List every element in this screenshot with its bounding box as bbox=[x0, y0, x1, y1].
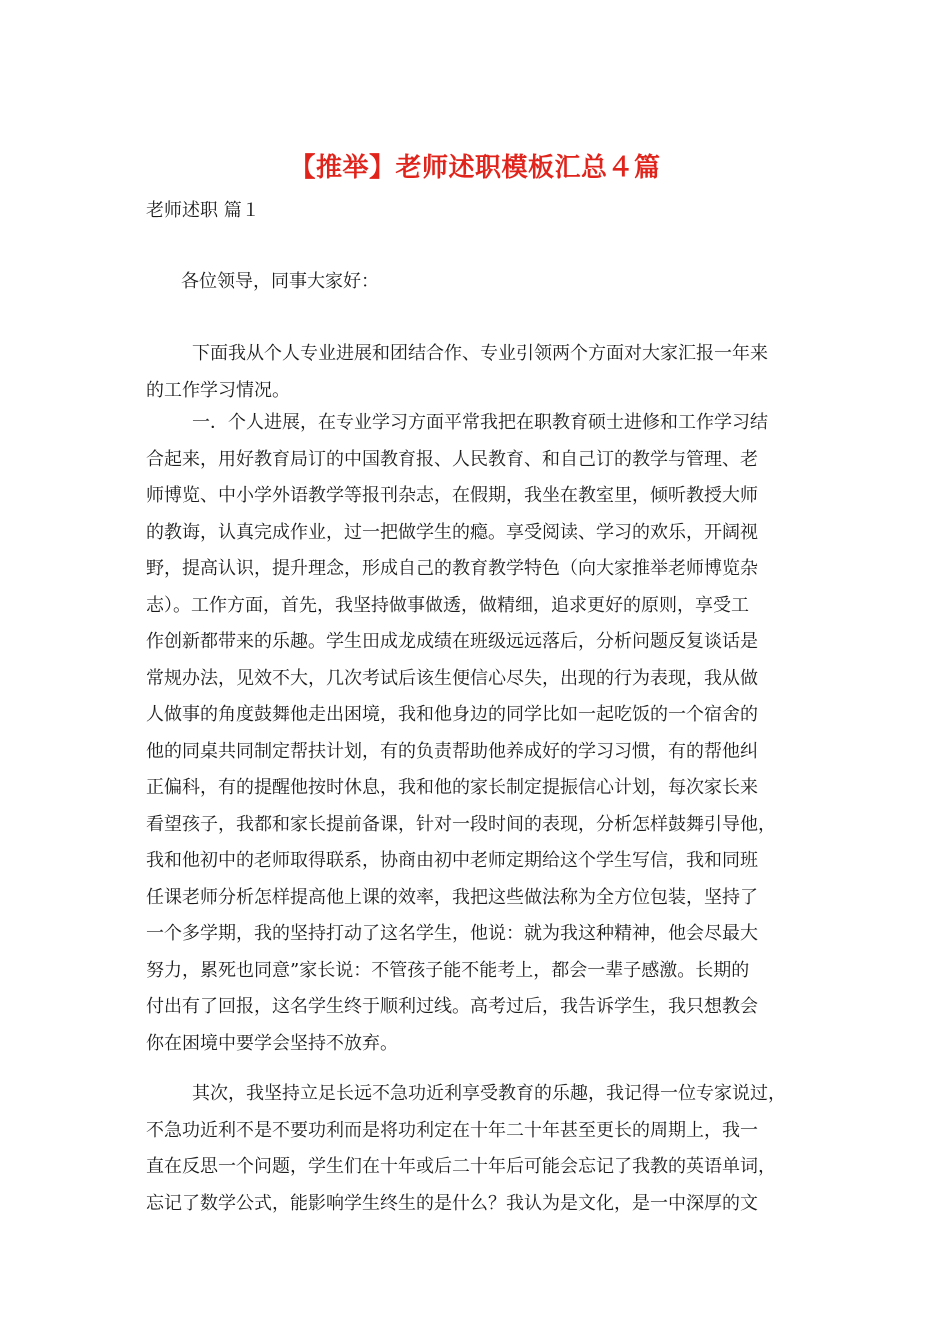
text-line: 野，提高认识，提升理念，形成自己的教育教学特色（向大家推举老师博览杂 bbox=[146, 558, 758, 579]
text-line: 的教诲，认真完成作业，过一把做学生的瘾。享受阅读、学习的欢乐，开阔视 bbox=[146, 521, 758, 543]
text-line: 你在困境中要学会坚持不放弃。 bbox=[146, 1032, 398, 1054]
text-line: 作创新都带来的乐趣。学生田成龙成绩在班级远远落后，分析问题反复谈话是 bbox=[146, 631, 758, 652]
text-line: 合起来，用好教育局订的中国教育报、人民教育、和自己订的教学与管理、老 bbox=[146, 448, 758, 470]
text-line: 任课老师分析怎样提高他上课的效率，我把这些做法称为全方位包装，坚持了 bbox=[146, 886, 758, 908]
text-line: 忘记了数学公式，能影响学生终生的是什么？我认为是文化，是一中深厚的文 bbox=[146, 1192, 758, 1214]
text-line: 不急功近利不是不要功利而是将功利定在十年二十年甚至更长的周期上，我一 bbox=[146, 1119, 758, 1141]
text-line: 师博览、中小学外语教学等报刊杂志，在假期，我坐在教室里，倾听教授大师 bbox=[146, 485, 758, 506]
text-line: 的工作学习情况。 bbox=[146, 379, 290, 401]
section-heading: 老师述职 篇１ bbox=[146, 200, 260, 221]
text-line: 看望孩子，我都和家长提前备课，针对一段时间的表现，分析怎样鼓舞引导他， bbox=[146, 813, 776, 835]
text-line: 其次，我坚持立足长远不急功近利享受教育的乐趣，我记得一位专家说过， bbox=[192, 1083, 786, 1104]
text-line: 我和他初中的老师取得联系，协商由初中老师定期给这个学生写信，我和同班 bbox=[146, 850, 758, 871]
text-line: 志）。工作方面，首先，我坚持做事做透，做精细，追求更好的原则，享受工 bbox=[146, 594, 749, 616]
greeting-line: 各位领导，同事大家好： bbox=[181, 271, 379, 292]
paragraph-intro bbox=[146, 336, 826, 409]
document-title: 【推举】老师述职模板汇总４篇 bbox=[289, 153, 661, 183]
paragraph-personal-development bbox=[146, 405, 826, 1062]
text-line: 直在反思一个问题，学生们在十年或后二十年后可能会忘记了我教的英语单词， bbox=[146, 1156, 776, 1177]
text-line: 付出有了回报，这名学生终于顺利过线。高考过后，我告诉学生，我只想教会 bbox=[146, 996, 758, 1017]
paragraph-long-term bbox=[146, 1076, 826, 1222]
text-line: 常规办法，见效不大，几次考试后该生便信心尽失，出现的行为表现，我从做 bbox=[146, 667, 758, 689]
text-line: 人做事的角度鼓舞他走出困境，我和他身边的同学比如一起吃饭的一个宿舍的 bbox=[146, 704, 758, 725]
text-line: 正偏科，有的提醒他按时休息，我和他的家长制定提振信心计划，每次家长来 bbox=[146, 777, 758, 798]
text-line: 下面我从个人专业进展和团结合作、专业引领两个方面对大家汇报一年来 bbox=[192, 343, 768, 364]
text-line: 一个多学期，我的坚持打动了这名学生，他说：就为我这种精神，他会尽最大 bbox=[146, 923, 758, 944]
text-line: 努力，累死也同意”家长说：不管孩子能不能考上，都会一辈子感激。长期的 bbox=[146, 959, 750, 981]
text-line: 他的同桌共同制定帮扶计划，有的负责帮助他养成好的学习习惯，有的帮他纠 bbox=[146, 740, 758, 762]
text-line: 一．个人进展，在专业学习方面平常我把在职教育硕士进修和工作学习结 bbox=[192, 412, 768, 433]
